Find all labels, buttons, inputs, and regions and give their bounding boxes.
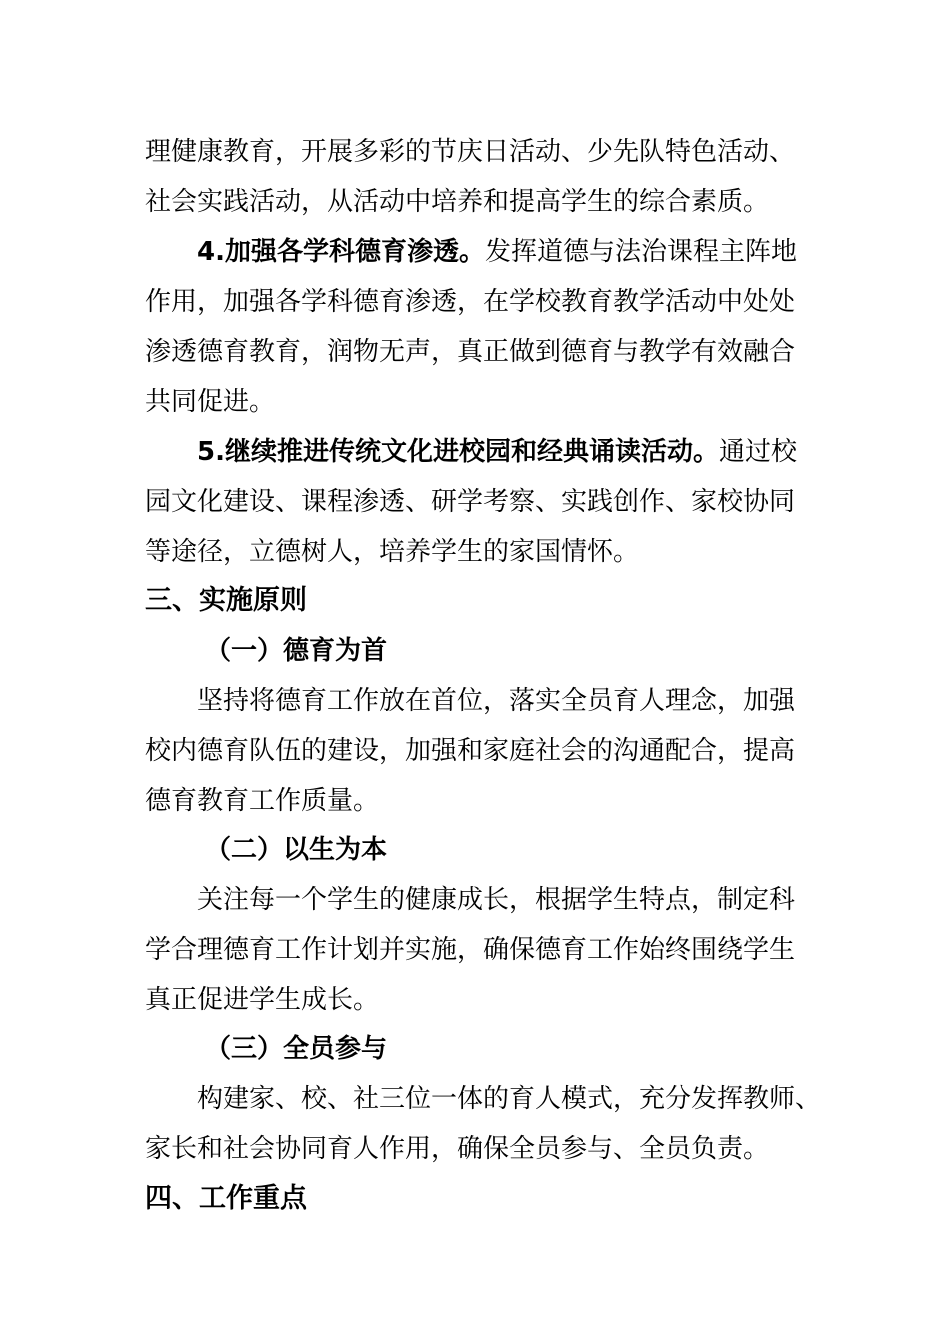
paragraph-line <box>145 186 769 226</box>
heading-text: 三、实施原则 <box>145 585 307 616</box>
subheading-2 <box>205 834 387 874</box>
subheading-text: （三）全员参与 <box>205 1034 388 1064</box>
line-text: 作用，加强各学科德育渗透，在学校教育教学活动中处处 <box>145 287 796 317</box>
subheading-1 <box>205 635 387 675</box>
paragraph-line <box>145 286 795 326</box>
line-text: 渗透德育教育，润物无声，真正做到德育与教学有效融合 <box>145 337 796 367</box>
paragraph-line <box>145 536 639 576</box>
paragraph-line <box>145 984 379 1024</box>
line-text: 家长和社会协同育人作用，确保全员参与、全员负责。 <box>145 1134 770 1164</box>
line-text: 关注每一个学生的健康成长，根据学生特点，制定科 <box>197 885 796 915</box>
line-text: 社会实践活动，从活动中培养和提高学生的综合素质。 <box>145 187 770 217</box>
line-text: 真正促进学生成长。 <box>145 985 380 1015</box>
paragraph-line <box>145 486 795 526</box>
line-text: 通过校 <box>718 437 797 467</box>
heading-text: 四、工作重点 <box>145 1183 307 1214</box>
subheading-text: （二）以生为本 <box>205 835 388 865</box>
line-text: 学合理德育工作计划并实施，确保德育工作始终围绕学生 <box>145 935 796 965</box>
line-text: 校内德育队伍的建设，加强和家庭社会的沟通配合，提高 <box>145 736 796 766</box>
paragraph-line <box>197 884 795 924</box>
line-text: 发挥道德与法治课程主阵地 <box>484 237 797 267</box>
item-4-title: 4.加强各学科德育渗透。 <box>197 237 485 267</box>
paragraph-line <box>197 685 795 725</box>
line-text: 德育教育工作质量。 <box>145 786 380 816</box>
paragraph-line <box>145 336 795 376</box>
subheading-text: （一）德育为首 <box>205 636 388 666</box>
paragraph-line <box>197 236 797 276</box>
paragraph-line <box>197 1083 821 1123</box>
line-text: 等途径，立德树人，培养学生的家国情怀。 <box>145 537 640 567</box>
paragraph-line <box>145 136 795 176</box>
paragraph-line <box>145 934 795 974</box>
paragraph-line <box>197 436 797 476</box>
subheading-3 <box>205 1033 387 1073</box>
line-text: 构建家、校、社三位一体的育人模式，充分发挥教师、 <box>197 1084 822 1114</box>
section-heading-4 <box>145 1183 307 1223</box>
line-text: 园文化建设、课程渗透、研学考察、实践创作、家校协同 <box>145 487 796 517</box>
line-text: 坚持将德育工作放在首位，落实全员育人理念，加强 <box>197 686 796 716</box>
paragraph-line <box>145 735 795 775</box>
line-text: 理健康教育，开展多彩的节庆日活动、少先队特色活动、 <box>145 137 796 167</box>
line-text: 共同促进。 <box>145 387 276 417</box>
item-5-title: 5.继续推进传统文化进校园和经典诵读活动。 <box>197 437 719 467</box>
paragraph-line <box>145 386 275 426</box>
section-heading-3 <box>145 585 307 625</box>
paragraph-line <box>145 785 379 825</box>
paragraph-line <box>145 1133 769 1173</box>
